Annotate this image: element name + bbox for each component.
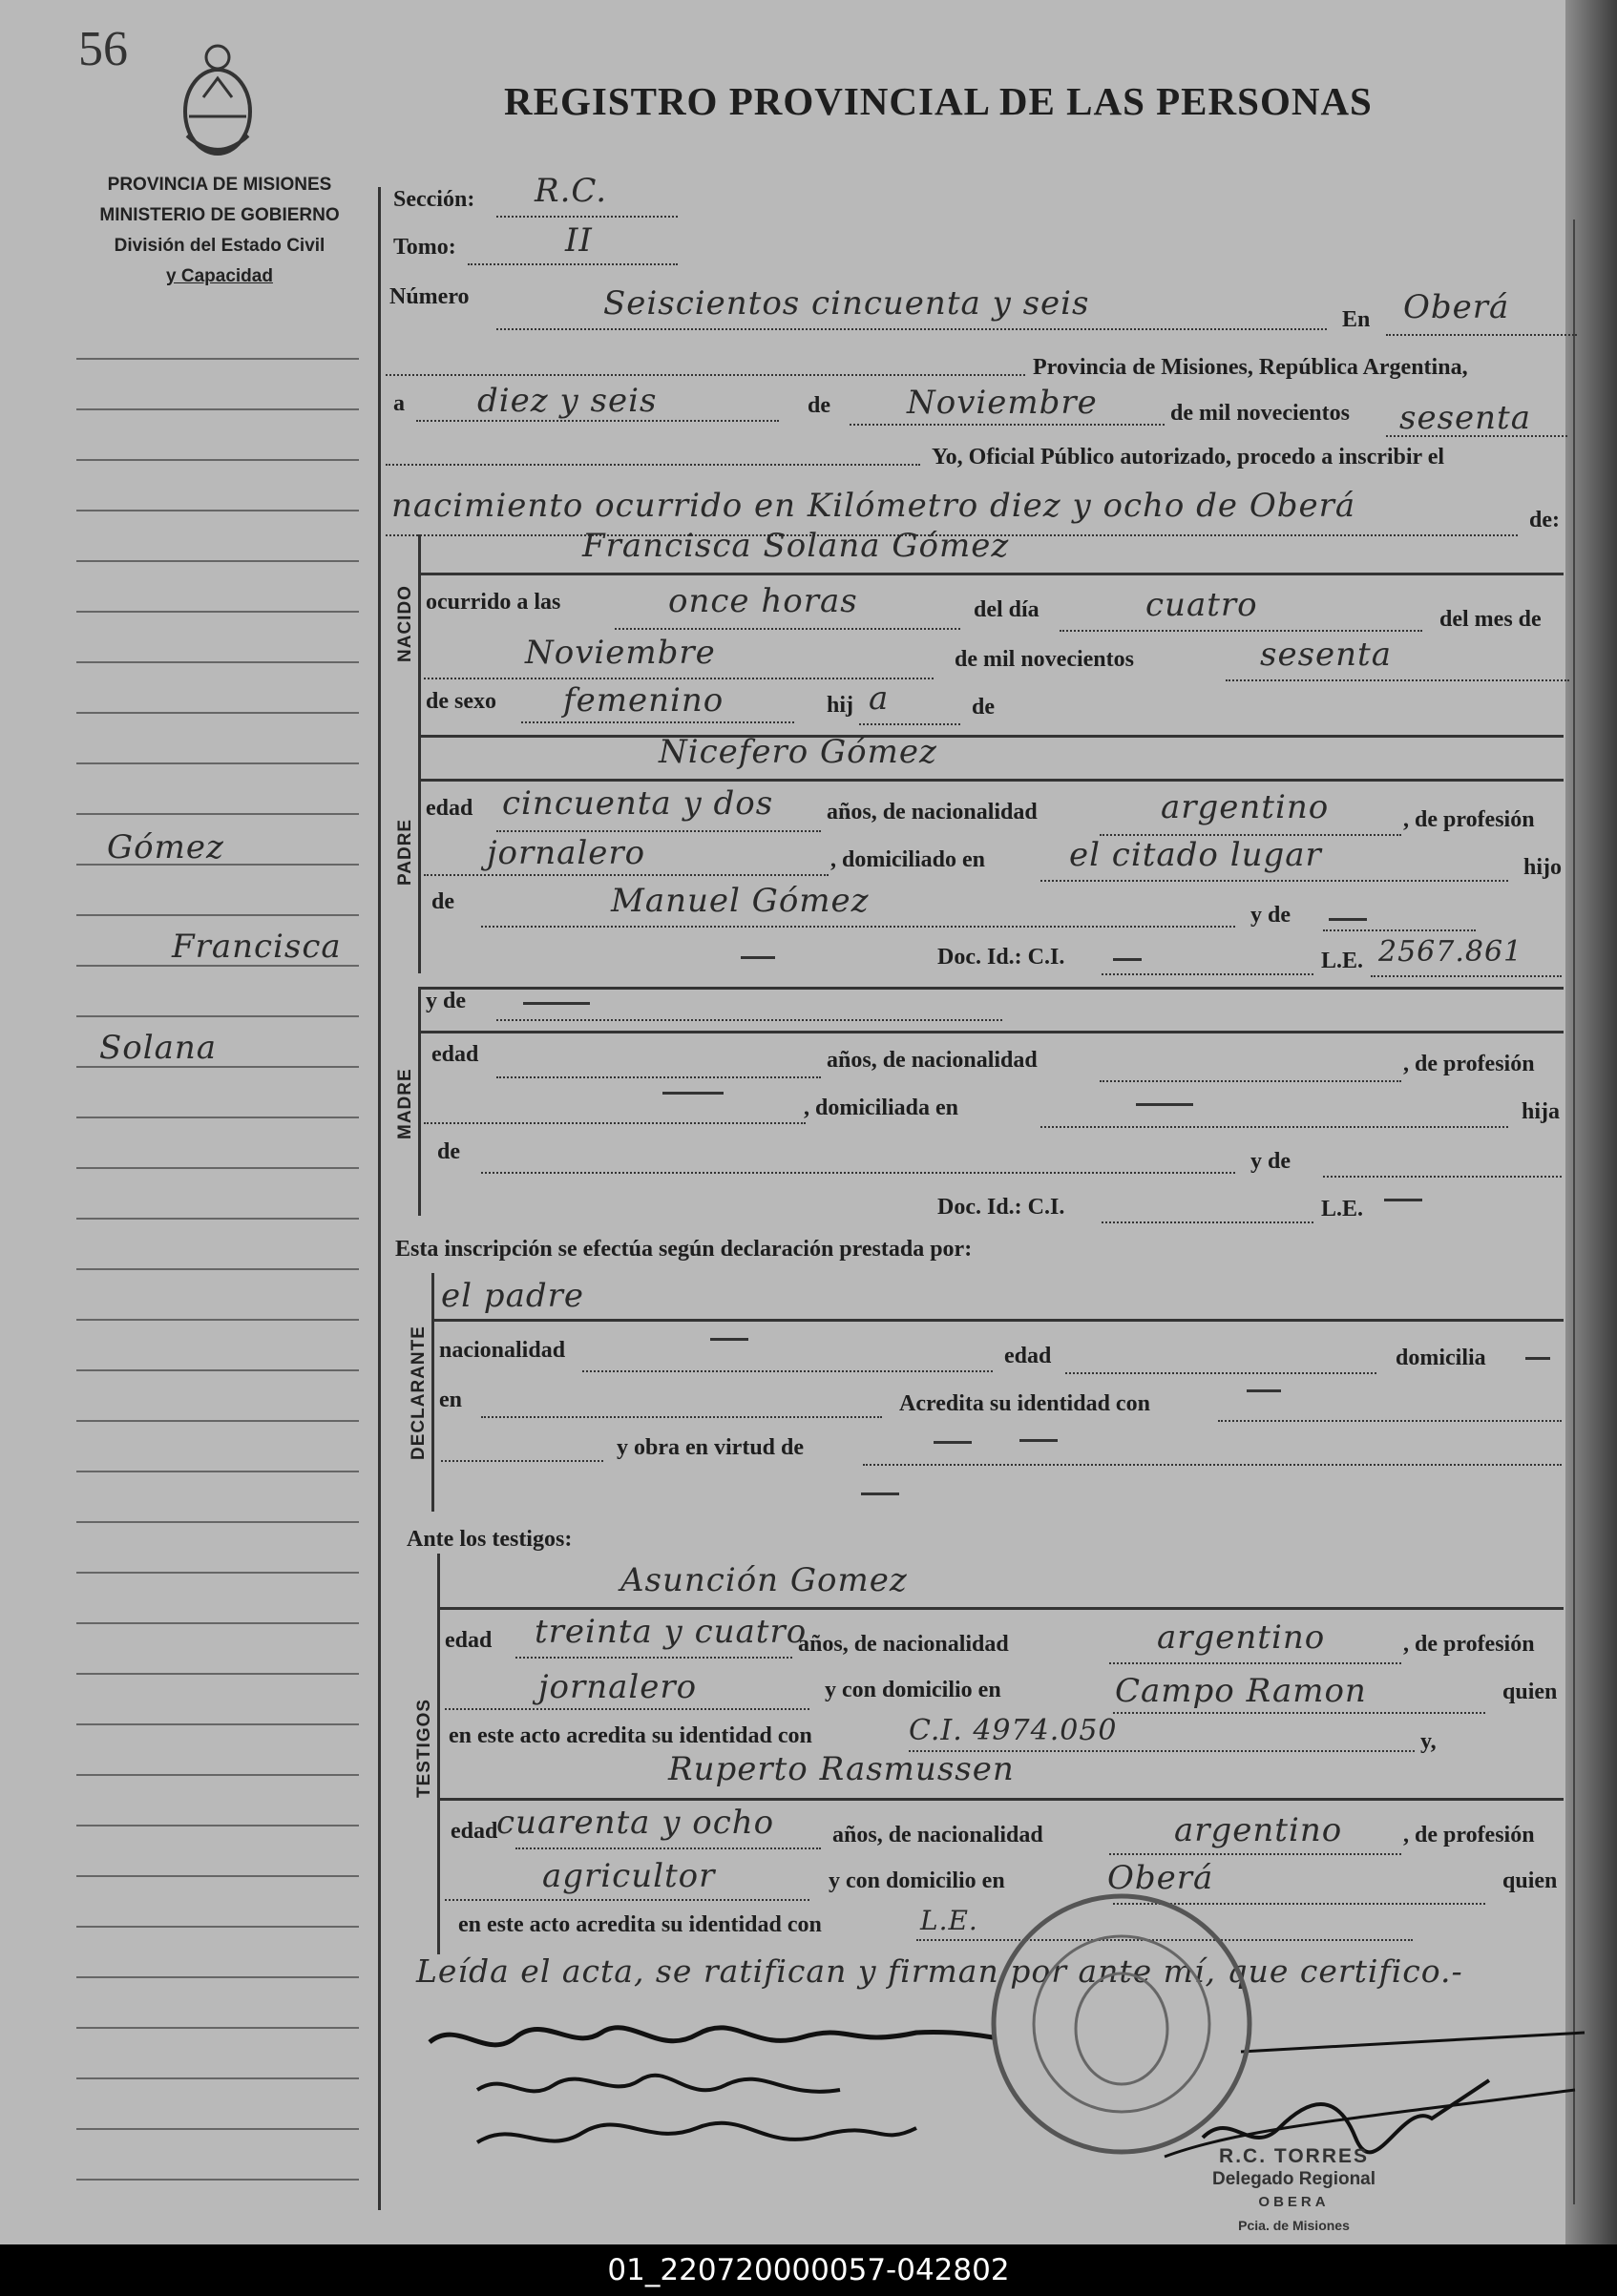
t2-edad-value: cuarenta y ocho [496, 1804, 775, 1842]
padre-de-label: de [431, 889, 454, 914]
padre-profesion-label: , de profesión [1403, 807, 1535, 832]
numero-value: Seiscientos cincuenta y seis [603, 284, 1090, 323]
madre-hija-label: hija [1522, 1099, 1561, 1124]
footer-caption: 01_220720000057-042802 [0, 2244, 1617, 2296]
padre-edad-value: cincuenta y dos [502, 784, 774, 823]
padre-domiciliado-label: , domiciliado en [830, 847, 986, 872]
t1-id-value: C.I. 4974.050 [909, 1714, 1118, 1747]
madre-domiciliada-label: , domiciliada en [804, 1096, 959, 1120]
madre-doc-label: Doc. Id.: C.I. [937, 1195, 1065, 1220]
tomo-value: II [565, 221, 593, 260]
mes-nac-value: Noviembre [525, 634, 716, 672]
t2-id-value: L.E. [920, 1905, 978, 1936]
t2-nac-value: argentino [1174, 1811, 1343, 1849]
dec-acredita-label: Acredita su identidad con [899, 1391, 1150, 1416]
madre-y-de-label-2: y de [1250, 1149, 1291, 1174]
madre-de-label: de [437, 1139, 460, 1164]
t1-profesion-label: , de profesión [1403, 1632, 1535, 1657]
yo-oficial-text: Yo, Oficial Público autorizado, procedo a inscribir el [932, 445, 1445, 470]
seccion-value: R.C. [535, 172, 608, 210]
dec-nacionalidad-label: nacionalidad [439, 1338, 566, 1363]
hij-label: hij [827, 693, 854, 718]
header-left [76, 170, 363, 292]
stamp-name: R.C. TORRES [1219, 2145, 1369, 2167]
madre-anos-label: años, de nacionalidad [827, 1048, 1038, 1073]
provincia-text: Provincia de Misiones, República Argentina, [1033, 355, 1468, 380]
padre-dom-value: el citado lugar [1069, 836, 1322, 874]
madre-le-label: L.E. [1321, 1197, 1364, 1221]
padre-de-value: Manuel Gómez [611, 882, 870, 920]
padre-prof-value: jornalero [487, 834, 646, 872]
declaracion-text: Esta inscripción se efectúa según declaración prestada por: [395, 1237, 973, 1262]
numero-label: Número [389, 284, 470, 309]
en-label: En [1342, 307, 1371, 332]
t1-dom-value: Campo Ramon [1115, 1672, 1367, 1710]
closing-text: Leída el acta, se ratifican y firman por ante mí, que certifico.- [416, 1952, 1463, 1990]
stamp-province: Pcia. de Misiones [1238, 2218, 1350, 2233]
hij-suffix-value: a [869, 679, 890, 718]
section-madre: MADRE [395, 1068, 415, 1139]
padre-y-de-label: y de [1250, 903, 1291, 928]
t1-nac-value: argentino [1157, 1618, 1326, 1657]
padre-edad-label: edad [426, 796, 473, 821]
dia-nac-value: cuatro [1145, 586, 1258, 624]
declarante-value: el padre [441, 1277, 584, 1315]
padre-nac-value: argentino [1161, 788, 1330, 826]
page-title: REGISTRO PROVINCIAL DE LAS PERSONAS [504, 79, 1373, 123]
tomo-label: Tomo: [393, 235, 456, 260]
section-testigos: TESTIGOS [414, 1698, 434, 1798]
header-province: PROVINCIA DE MISIONES [107, 175, 332, 195]
page-number: 56 [78, 22, 128, 76]
de-colon-label: de: [1529, 508, 1560, 532]
t1-domicilio-label: y con domicilio en [825, 1678, 1001, 1702]
margin-name-first: Francisca [172, 928, 342, 966]
sexo-value: femenino [563, 681, 724, 720]
acto-value: nacimiento ocurrido en Kilómetro diez y ocho de Oberá [391, 487, 1356, 525]
dia-value: diez y seis [477, 382, 658, 420]
dec-en-label: en [439, 1388, 462, 1412]
t1-acredita-label: en este acto acredita su identidad con [449, 1723, 812, 1748]
stamp-title: Delegado Regional [1212, 2169, 1376, 2189]
padre-nombre-value: Nicefero Gómez [659, 733, 937, 771]
testigos-text: Ante los testigos: [407, 1527, 573, 1552]
seccion-label: Sección: [393, 187, 475, 212]
t1-anos-label: años, de nacionalidad [798, 1632, 1009, 1657]
de-mil-label: de mil novecientos [1170, 401, 1350, 426]
t2-prof-value: agricultor [542, 1857, 716, 1895]
anio-nac-value: sesenta [1260, 636, 1392, 674]
padre-hijo-label: hijo [1523, 855, 1563, 880]
del-dia-label: del día [974, 597, 1040, 622]
de-label: de [808, 393, 830, 418]
t1-edad-value: treinta y cuatro [535, 1613, 808, 1651]
testigo2-value: Ruperto Rasmussen [668, 1750, 1015, 1788]
dec-edad-label: edad [1004, 1344, 1052, 1368]
madre-edad-label: edad [431, 1042, 479, 1067]
form-left-border [378, 187, 381, 2210]
header-ministry: MINISTERIO DE GOBIERNO [99, 205, 340, 225]
official-seal-icon [983, 1886, 1260, 2162]
nombre-value: Francisca Solana Gómez [582, 527, 1010, 565]
dec-domicilia-label: domicilia [1396, 1346, 1486, 1370]
header-division: División del Estado Civil [114, 236, 326, 256]
t2-edad-label: edad [451, 1819, 498, 1844]
padre-le-value: 2567.861 [1378, 935, 1523, 969]
mes-value: Noviembre [907, 384, 1098, 422]
margin-name-second: Solana [99, 1029, 218, 1067]
t2-profesion-label: , de profesión [1403, 1823, 1535, 1847]
margin-surname: Gómez [107, 828, 224, 866]
t2-domicilio-label: y con domicilio en [829, 1868, 1005, 1893]
madre-profesion-label: , de profesión [1403, 1052, 1535, 1076]
a-label: a [393, 391, 405, 416]
en-value: Oberá [1403, 288, 1510, 326]
del-mes-label: del mes de [1439, 607, 1542, 632]
officer-stamp [1212, 2145, 1376, 2237]
de-mil-nac-label: de mil novecientos [955, 647, 1134, 672]
section-padre: PADRE [395, 818, 415, 886]
stamp-city: OBERA [1258, 2194, 1330, 2210]
dec-virtud-label: y obra en virtud de [617, 1435, 805, 1460]
t2-quien-label: quien [1502, 1868, 1558, 1893]
t1-prof-value: jornalero [538, 1668, 698, 1706]
section-declarante: DECLARANTE [409, 1325, 429, 1460]
padre-anos-label: años, de nacionalidad [827, 800, 1038, 824]
madre-y-de-label: y de [426, 989, 466, 1013]
anio-value: sesenta [1399, 399, 1531, 437]
t2-anos-label: años, de nacionalidad [832, 1823, 1043, 1847]
testigo1-value: Asunción Gomez [620, 1561, 908, 1599]
de-label-2: de [972, 695, 995, 720]
t2-dom-value: Oberá [1107, 1859, 1214, 1897]
de-sexo-label: de sexo [426, 689, 496, 714]
t2-acredita-label: en este acto acredita su identidad con [458, 1912, 822, 1937]
padre-le-label: L.E. [1321, 949, 1364, 973]
padre-doc-label: Doc. Id.: C.I. [937, 945, 1065, 970]
header-capacity: y Capacidad [166, 266, 273, 286]
coat-of-arms-icon [170, 31, 265, 164]
t1-y-label: y, [1420, 1729, 1437, 1754]
t1-edad-label: edad [445, 1628, 493, 1653]
hora-value: once horas [668, 582, 858, 620]
form-right-border [1573, 219, 1575, 2204]
ocurrido-label: ocurrido a las [426, 590, 561, 615]
section-nacido: NACIDO [395, 585, 415, 662]
t1-quien-label: quien [1502, 1680, 1558, 1704]
